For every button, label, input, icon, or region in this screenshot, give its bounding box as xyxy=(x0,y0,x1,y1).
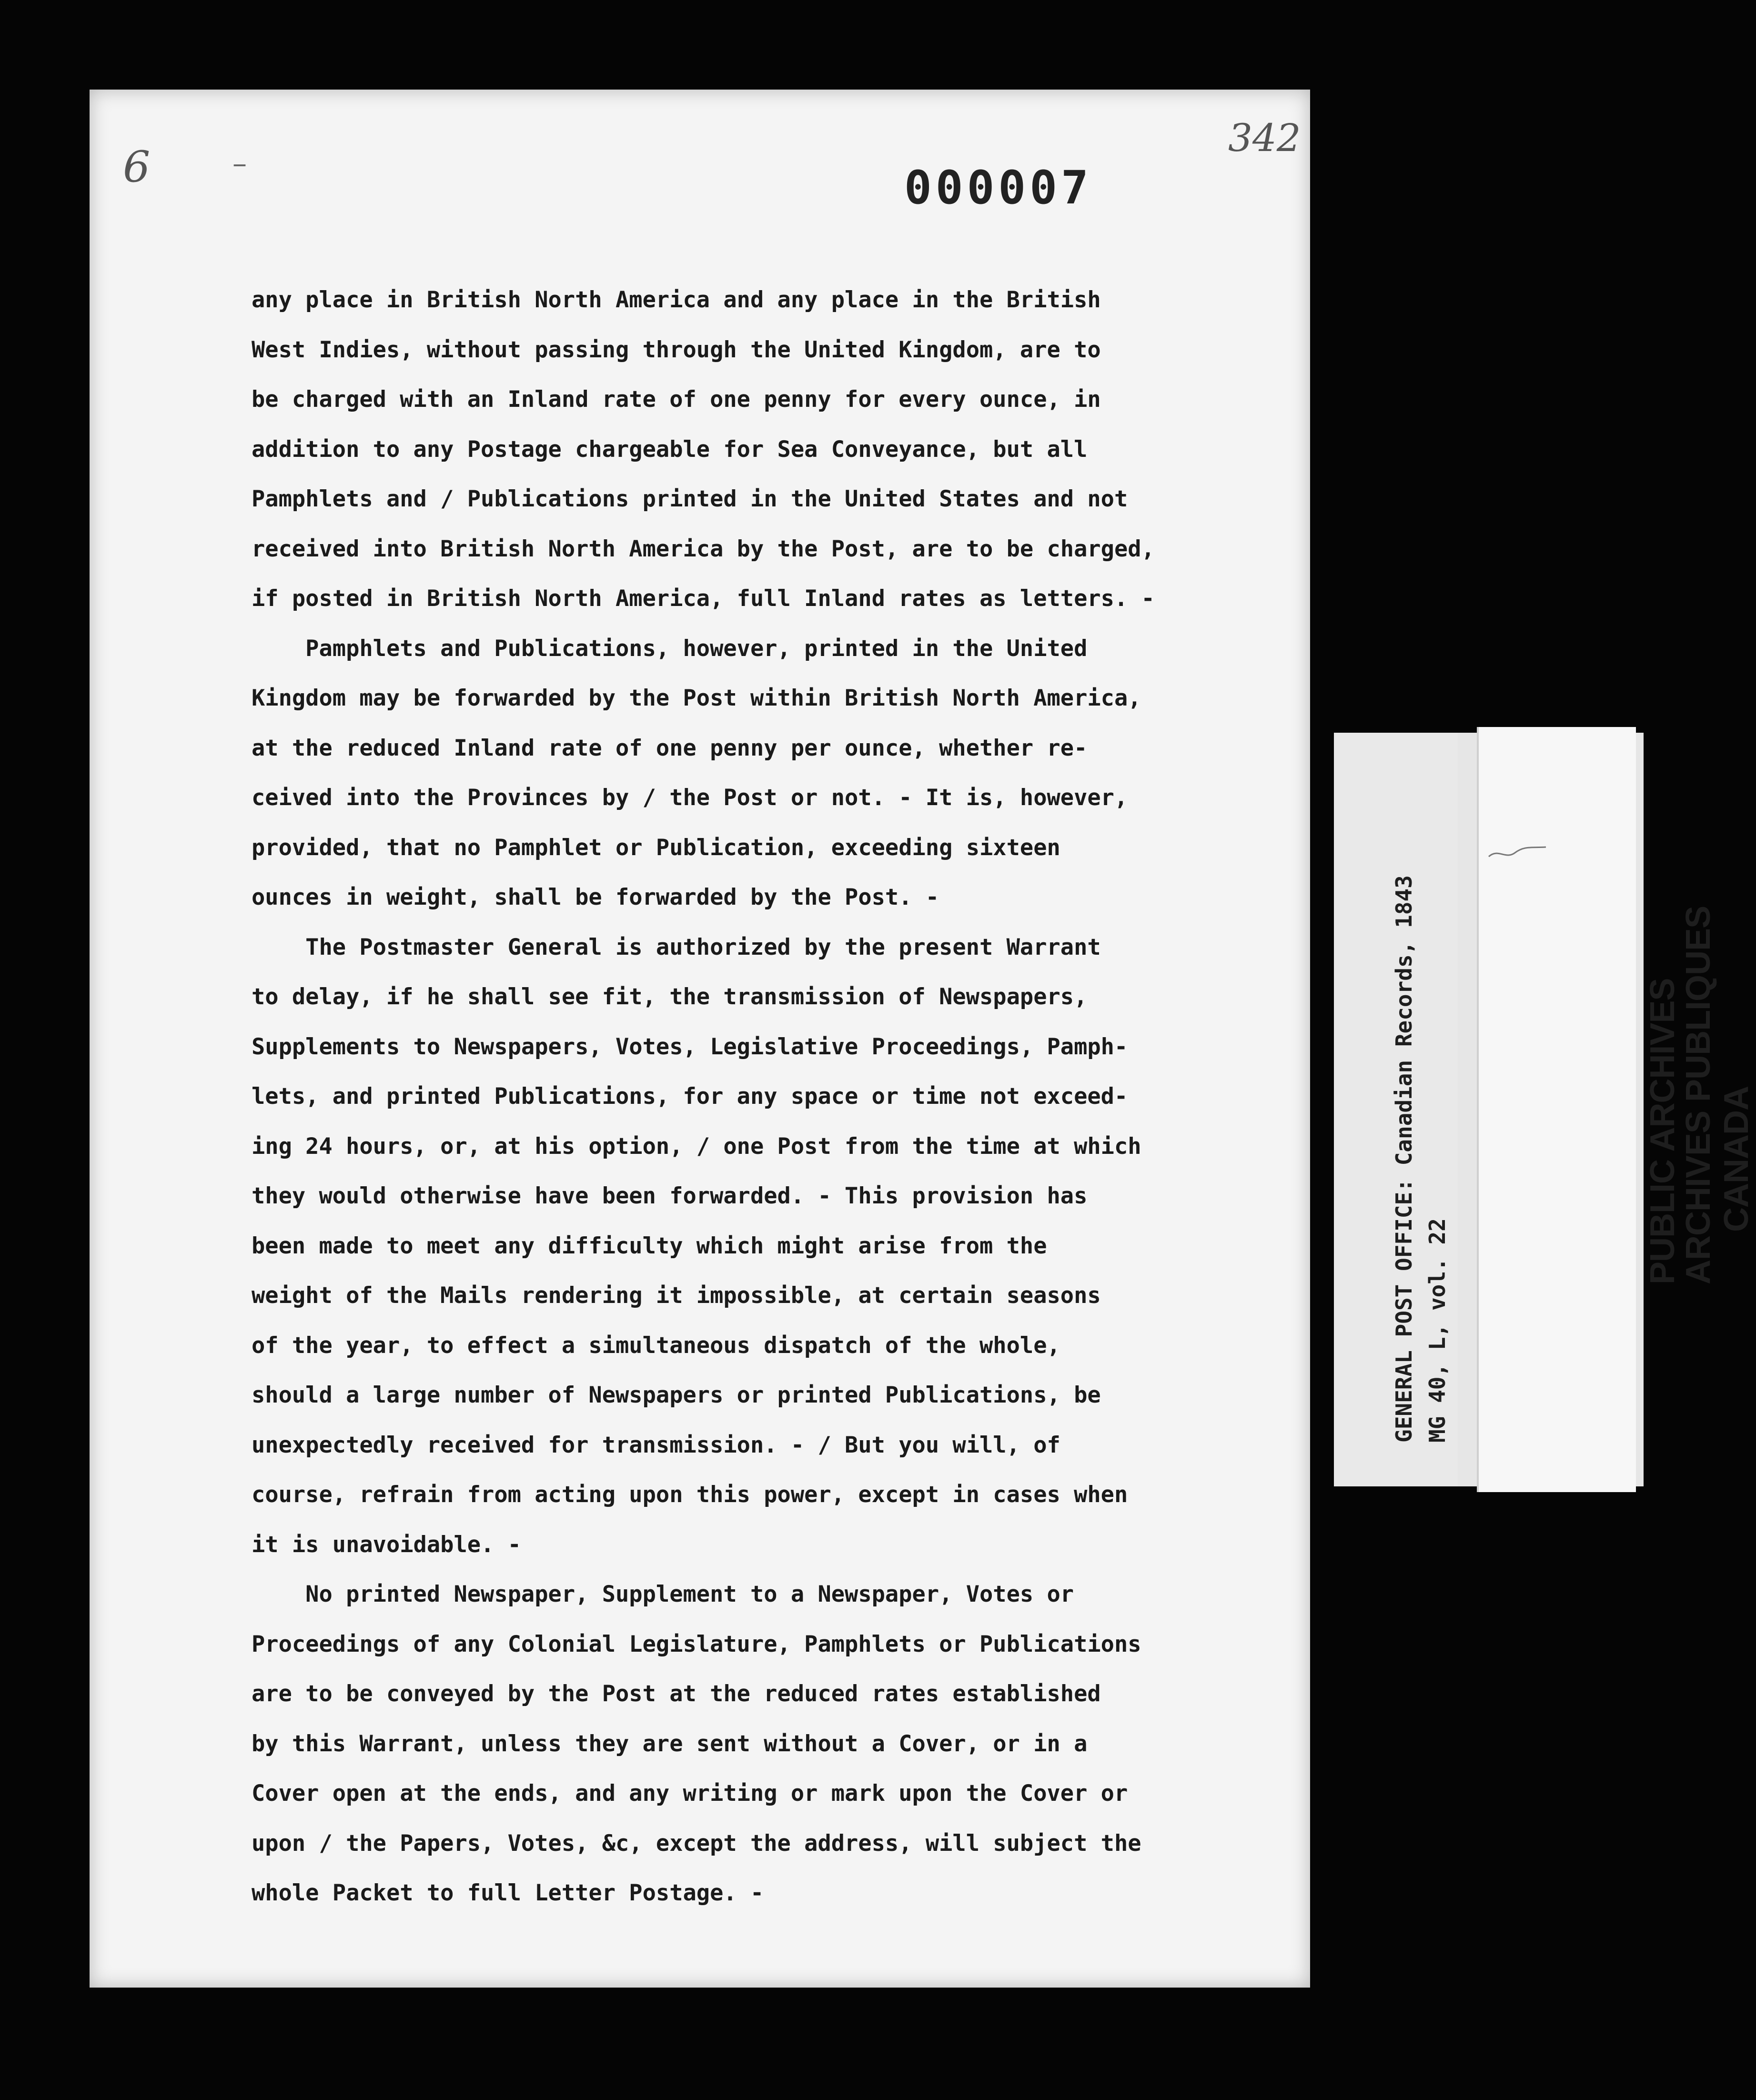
text-line: they would otherwise have been forwarded. - This provision has xyxy=(252,1183,1088,1209)
text-line: should a large number of Newspapers or printed Publications, be xyxy=(252,1382,1101,1408)
archives-stamp-line-2: ARCHIVES PUBLIQUES xyxy=(1679,906,1717,1284)
text-line: Supplements to Newspapers, Votes, Legislative Proceedings, Pamph- xyxy=(252,1033,1128,1060)
text-line: it is unavoidable. - xyxy=(252,1531,521,1558)
document-number: 000007 xyxy=(904,161,1092,214)
document-page xyxy=(90,90,1310,1988)
dash-mark: – xyxy=(232,147,247,180)
text-line: provided, that no Pamphlet or Publication, exceeding sixteen xyxy=(252,834,1060,861)
text-line: to delay, if he shall see fit, the transmission of Newspapers, xyxy=(252,984,1088,1010)
text-line: any place in British North America and any place in the British xyxy=(252,287,1101,313)
text-line: Kingdom may be forwarded by the Post within British North America, xyxy=(252,685,1141,711)
text-line: Proceedings of any Colonial Legislature, Pamphlets or Publications xyxy=(252,1631,1141,1657)
folio-number: 342 xyxy=(1228,116,1301,160)
text-line: addition to any Postage chargeable for Sea Conveyance, but all xyxy=(252,436,1088,463)
text-line: ceived into the Provinces by / the Post or not. - It is, however, xyxy=(252,785,1128,811)
text-line: whole Packet to full Letter Postage. - xyxy=(252,1880,764,1906)
text-line: ounces in weight, shall be forwarded by the Post. - xyxy=(252,884,939,910)
text-line: West Indies, without passing through the United Kingdom, are to xyxy=(252,336,1101,363)
text-line: lets, and printed Publications, for any space or time not exceed- xyxy=(252,1083,1128,1110)
text-line: Pamphlets and / Publications printed in the United States and not xyxy=(252,486,1128,512)
text-line: unexpectedly received for transmission. - / But you will, of xyxy=(252,1432,1060,1458)
text-line: been made to meet any difficulty which might arise from the xyxy=(252,1232,1047,1259)
record-volume: MG 40, L, vol. 22 xyxy=(1424,1218,1450,1443)
typed-text-body xyxy=(252,275,1338,1918)
text-line: The Postmaster General is authorized by the present Warrant xyxy=(252,934,1101,960)
text-line: if posted in British North America, full Inland rates as letters. - xyxy=(252,586,1155,612)
archives-stamp-strip xyxy=(1477,727,1756,1492)
text-line: ing 24 hours, or, at his option, / one Post from the time at which xyxy=(252,1133,1141,1160)
text-line: by this Warrant, unless they are sent without a Cover, or in a xyxy=(252,1730,1088,1757)
text-line: received into British North America by the Post, are to be charged, xyxy=(252,535,1155,562)
text-line: at the reduced Inland rate of one penny per ounce, whether re- xyxy=(252,735,1088,761)
text-line: weight of the Mails rendering it impossible, at certain seasons xyxy=(252,1282,1101,1309)
pen-scribble-mark xyxy=(1486,843,1548,862)
text-line: Cover open at the ends, and any writing or mark upon the Cover or xyxy=(252,1780,1128,1807)
text-line: are to be conveyed by the Post at the reduced rates established xyxy=(252,1681,1101,1707)
text-line: be charged with an Inland rate of one penny for every ounce, in xyxy=(252,386,1101,413)
text-line: No printed Newspaper, Supplement to a Newspaper, Votes or xyxy=(252,1581,1074,1607)
text-line: Pamphlets and Publications, however, printed in the United xyxy=(252,635,1088,662)
record-reference-strip xyxy=(1334,733,1458,1486)
record-title: GENERAL POST OFFICE: Canadian Records, 1843 xyxy=(1391,875,1417,1443)
text-line: of the year, to effect a simultaneous dispatch of the whole, xyxy=(252,1332,1060,1359)
archives-stamp-line-3: CANADA xyxy=(1717,1086,1756,1232)
text-line: upon / the Papers, Votes, &c, except the address, will subject the xyxy=(252,1830,1141,1857)
archives-stamp-line-1: PUBLIC ARCHIVES xyxy=(1644,978,1682,1284)
corner-page-mark: 6 xyxy=(123,142,151,192)
text-line: course, refrain from acting upon this power, except in cases when xyxy=(252,1482,1128,1508)
